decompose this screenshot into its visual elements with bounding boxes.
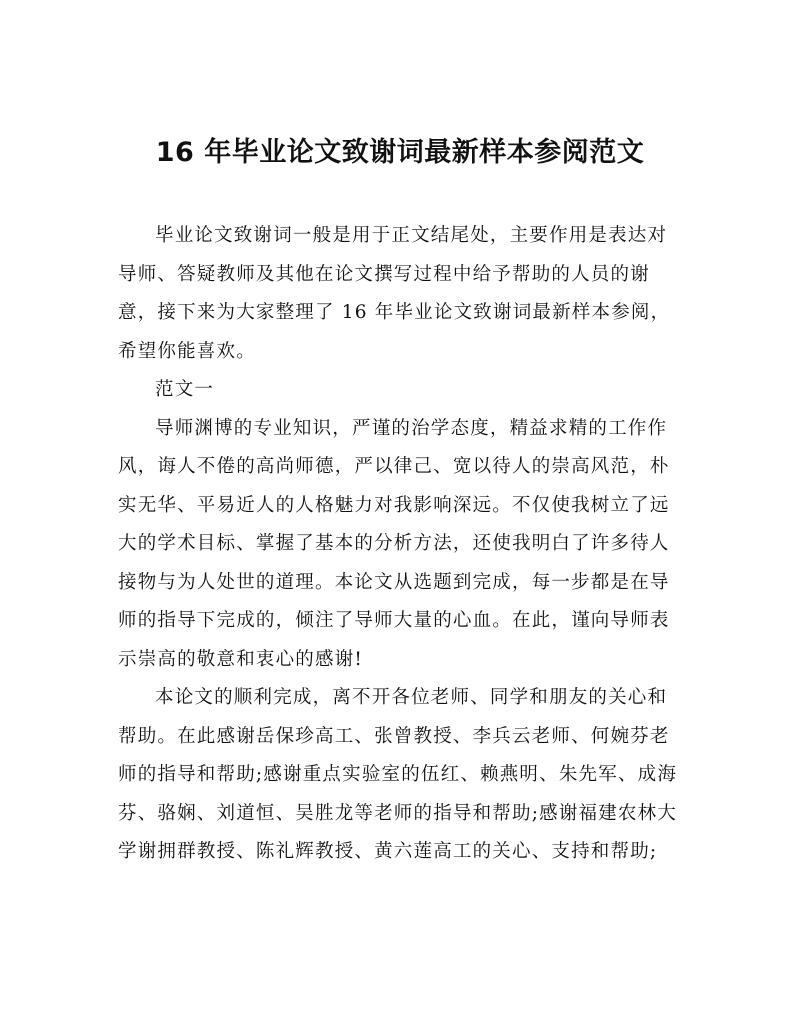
section-heading: 范文一: [155, 379, 215, 400]
document-title: 16 年毕业论文致谢词最新样本参阅范文: [155, 137, 645, 168]
document-body: [118, 217, 684, 872]
body-paragraph: 导师渊博的专业知识，严谨的治学态度，精益求精的工作作风，诲人不倦的高尚师德，严以律己、宽以待人的崇高风范，朴实无华、平易近人的人格魅力对我影响深远。不仅使我树立了远大的学术目标、掌握了基本的分析方法，还使我明白了许多待人接物与为人处世的道理。本论文从选题到完成，每一步都是在导师的指导下完成的，倾注了导师大量的心血。在此，谨向导师表示崇高的敬意和衷心的感谢!: [118, 417, 670, 670]
body-paragraph: 本论文的顺利完成，离不开各位老师、同学和朋友的关心和帮助。在此感谢岳保珍高工、张曾教授、李兵云老师、何婉芬老师的指导和帮助;感谢重点实验室的伍红、赖燕明、朱先军、成海芬、骆娴、刘道恒、吴胜龙等老师的指导和帮助;感谢福建农林大学谢拥群教授、陈礼辉教授、黄六莲高工的关心、支持和帮助;: [118, 687, 678, 862]
intro-paragraph: 毕业论文致谢词一般是用于正文结尾处，主要作用是表达对导师、答疑教师及其他在论文撰写过程中给予帮助的人员的谢意，接下来为大家整理了 16 年毕业论文致谢词最新样本参阅，希望你能喜欢。: [118, 225, 671, 362]
